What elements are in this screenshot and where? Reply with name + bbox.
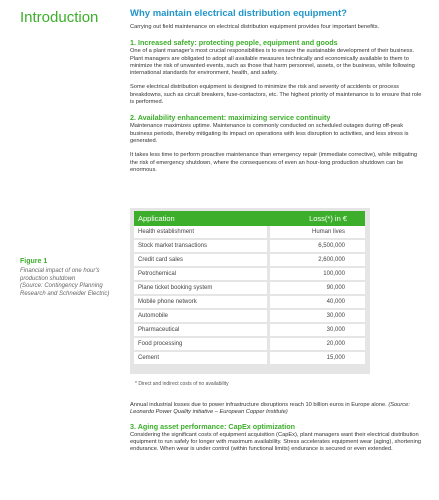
loss-cell: 20,000: [269, 337, 365, 351]
table-footnote: * Direct and indirect costs of no availability: [135, 381, 229, 387]
table-row: [134, 267, 365, 281]
loss-table-panel: [130, 208, 370, 374]
annual-losses-text: Annual industrial losses due to power infrastructure disruptions reach 10 billion euros in Europe alone.: [130, 402, 387, 408]
benefit2-paragraph-2: It takes less time to perform proactive maintenance than emergency repair (immediate corrective), while mitigating the risk of emergency shutdown, where the consequences of even an hour-long production shutdown can be enormous.: [130, 152, 418, 173]
loss-cell: 30,000: [269, 323, 365, 337]
application-cell: Cement: [134, 351, 269, 365]
application-cell: Automobile: [134, 309, 269, 323]
table-row: [134, 281, 365, 295]
benefit3-paragraph: Considering the significant costs of equipment acquisition (CapEx), plant managers want their electrical distribution equipment to run safely for longer with maximum availability. Stress accelerates equipment wear (aging), shortening endurance. When wear is under control (within functional limits) endurance is secured or even extended.: [130, 431, 422, 453]
bottom-section: [130, 402, 426, 458]
figure-caption: [20, 268, 112, 298]
application-cell: Mobile phone network: [134, 295, 269, 309]
figure-caption-text: Financial impact of one hour's production shutdown: [20, 268, 100, 282]
table-row: [134, 323, 365, 337]
table-row: [134, 295, 365, 309]
loss-cell: 40,000: [269, 295, 365, 309]
application-cell: Stock market transactions: [134, 239, 269, 253]
main-title: Why maintain electrical distribution equipment?: [130, 8, 347, 19]
benefit1-paragraph-1: One of a plant manager's most crucial responsibilities is to ensure the sustainable development of their business. Plant managers are obligated to adopt all available measures technically and economically available to them to minimize the risk of unwanted events, such as those that harm personnel, assets, or the business, while following international standards for environment, health, and safety.: [130, 48, 415, 77]
loss-cell: 15,000: [269, 351, 365, 365]
table-row: [134, 351, 365, 365]
application-cell: Credit card sales: [134, 253, 269, 267]
benefit1-heading: 1. Increased safety: protecting people, equipment and goods: [130, 38, 338, 48]
table-row: [134, 253, 365, 267]
table-row: [134, 239, 365, 253]
loss-cell: 2,600,000: [269, 253, 365, 267]
table-header-row: [134, 211, 365, 226]
figure-sidebar: [20, 258, 112, 298]
loss-cell: Human lives: [269, 226, 365, 239]
figure-label: Figure 1: [20, 258, 48, 265]
annual-losses-paragraph: [130, 402, 426, 417]
application-cell: Plane ticket booking system: [134, 281, 269, 295]
loss-cell: 100,000: [269, 267, 365, 281]
header-application: Application: [134, 211, 269, 226]
loss-table: [134, 211, 365, 366]
figure-source: (Source: Contingency Planning Research and Schneider Electric): [20, 283, 110, 297]
benefit1-paragraph-2: Some electrical distribution equipment is designed to minimize the risk and severity of accidents or process breakdowns, such as circuit breakers, fuse-contactors, etc. The highest priority of maintenance is to ensure that role is performed.: [130, 84, 422, 106]
application-cell: Food processing: [134, 337, 269, 351]
application-cell: Pharmaceutical: [134, 323, 269, 337]
loss-cell: 90,000: [269, 281, 365, 295]
main-column: [130, 8, 426, 181]
table-row: [134, 226, 365, 239]
intro-paragraph: Carrying out field maintenance on electrical distribution equipment provides four important benefits.: [130, 24, 380, 30]
benefit2-paragraph-1: Maintenance maximizes uptime. Maintenance is commonly conducted on scheduled outages during off-peak business periods, thereby mitigating its impact on operations with less disruption to activities, and less stress is generated.: [130, 123, 409, 144]
benefit3-heading: 3. Aging asset performance: CapEx optimization: [130, 421, 296, 431]
table-row: [134, 337, 365, 351]
application-cell: Petrochemical: [134, 267, 269, 281]
benefit2-heading: 2. Availability enhancement: maximizing service continuity: [130, 113, 331, 123]
table-body: [134, 226, 365, 365]
section-title: Introduction: [20, 9, 99, 26]
loss-cell: 30,000: [269, 309, 365, 323]
annual-losses-source: (Source: Leonardo Power Quality initiative – European Copper Institute): [130, 402, 410, 416]
loss-cell: 6,500,000: [269, 239, 365, 253]
application-cell: Health establishment: [134, 226, 269, 239]
header-loss: Loss(*) in €: [269, 211, 365, 226]
table-row: [134, 309, 365, 323]
